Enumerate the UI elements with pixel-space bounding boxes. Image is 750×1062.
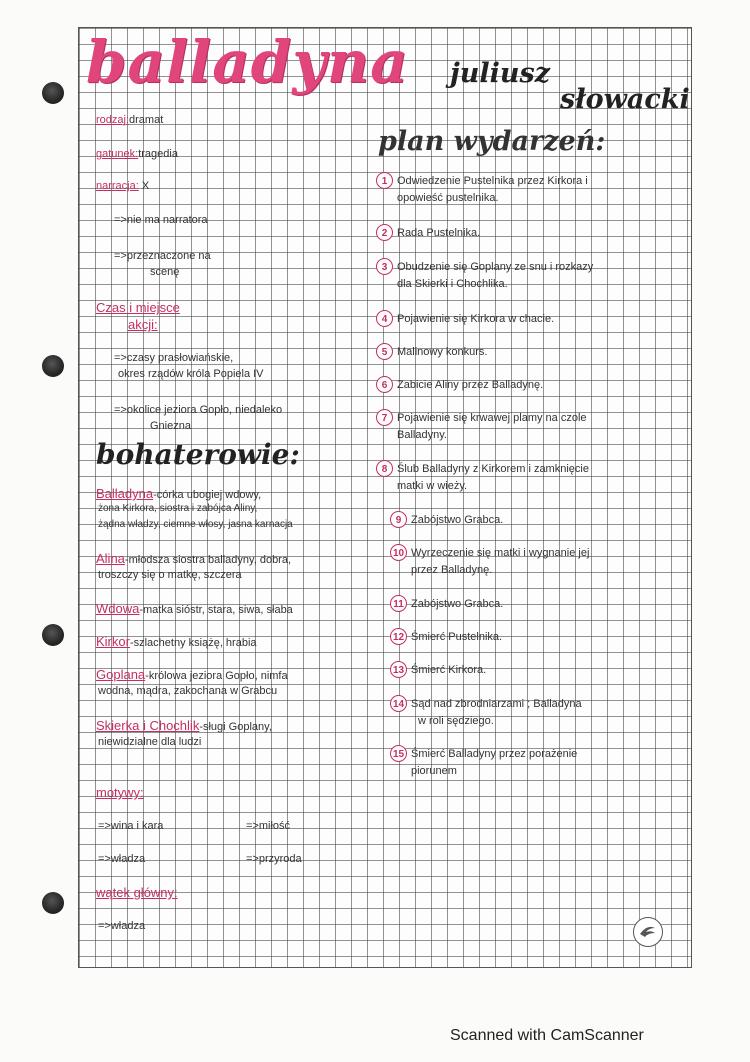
narracja-label: narracja: <box>96 180 139 192</box>
watek-label: wątek główny: <box>96 885 178 900</box>
character-desc: -sługi Goplany, <box>199 721 272 733</box>
character-entry <box>96 634 257 649</box>
gatunek-row <box>96 148 178 160</box>
rodzaj-value: dramat <box>129 114 164 126</box>
narracja-value: X <box>141 180 150 192</box>
character-entry <box>96 718 272 733</box>
character-desc: troszczy się o matkę, szczera <box>98 569 242 581</box>
czas-point: okres rządów króla Popiela IV <box>118 368 264 380</box>
narracja-row <box>96 180 149 192</box>
event-text: matki w wieży. <box>397 480 468 492</box>
event-text: Rada Pustelnika. <box>397 227 481 239</box>
author-last-name: słowacki <box>560 84 690 115</box>
camscanner-logo-icon-svg <box>634 918 661 945</box>
character-name: Skierka i Chochlik <box>96 718 200 733</box>
character-desc: niewidzialne dla ludzi <box>98 736 202 748</box>
event-text: w roli sędziego. <box>418 715 494 727</box>
character-desc: -matka sióstr, stara, siwa, słaba <box>139 604 293 616</box>
character-desc: -młodsza siostra balladyny, dobra, <box>124 554 292 566</box>
plan-title: plan wydarzeń: <box>378 126 606 157</box>
event-text: Śmierć Balladyny przez porażenie <box>411 748 578 760</box>
character-name: Balladyna <box>96 486 154 501</box>
narracja-point: =>przeznaczone na <box>114 250 211 262</box>
character-desc: -królowa jeziora Gopło, nimfa <box>145 670 288 682</box>
event-number: 7 <box>376 409 393 426</box>
motyw-item: =>miłość <box>246 820 291 832</box>
event-text: Wyrzeczenie się matki i wygnanie jej <box>411 547 590 559</box>
character-name: Wdowa <box>96 601 140 616</box>
scanner-footer: Scanned with CamScanner <box>450 1027 644 1044</box>
rodzaj-label: rodzaj: <box>96 114 130 126</box>
event-text: dla Skierki i Chochlika. <box>397 278 508 290</box>
event-number: 1 <box>376 172 393 189</box>
event-text: Śmierć Kirkora. <box>411 664 487 676</box>
event-text: Pojawienie się krwawej plamy na czole <box>397 412 587 424</box>
narracja-point: scenę <box>150 266 180 278</box>
event-text: Ślub Balladyny z Kirkorem i zamknięcie <box>397 463 589 475</box>
event-number: 8 <box>376 460 393 477</box>
event-number: 3 <box>376 258 393 275</box>
character-desc: -szlachetny książę, hrabia <box>129 637 257 649</box>
motyw-item: =>przyroda <box>246 853 302 865</box>
gatunek-value: tragedia <box>138 148 178 160</box>
event-text: Zabójstwo Grabca. <box>411 514 504 526</box>
event-text: Sąd nad zbrodniarzami ; Balladyna <box>411 698 582 710</box>
event-text: opowieść pustelnika. <box>397 192 499 204</box>
event-number: 15 <box>390 745 407 762</box>
bohaterowie-heading: bohaterowie: <box>96 438 300 471</box>
character-desc: -córka ubogiej wdowy, <box>153 489 262 501</box>
camscanner-logo-icon <box>633 917 663 947</box>
character-name: Kirkor <box>96 634 130 649</box>
event-text: Zabójstwo Grabca. <box>411 598 504 610</box>
page-title: balladyna <box>86 28 409 96</box>
rodzaj-row <box>96 114 163 126</box>
event-text: Odwiedzenie Pustelnika przez Kirkora i <box>397 175 588 187</box>
binder-hole <box>42 624 64 646</box>
motywy-label: motywy: <box>96 785 144 800</box>
event-number: 4 <box>376 310 393 327</box>
event-text: Śmierć Pustelnika. <box>411 631 503 643</box>
czas-label-2: akcji: <box>128 317 158 332</box>
event-number: 12 <box>390 628 407 645</box>
czas-point: =>czasy prasłowiańskie, <box>114 352 234 364</box>
binder-hole <box>42 355 64 377</box>
event-number: 14 <box>390 695 407 712</box>
event-text: piorunem <box>411 765 457 777</box>
event-number: 13 <box>390 661 407 678</box>
event-text: Zabicie Aliny przez Balladynę. <box>397 379 544 391</box>
event-number: 2 <box>376 224 393 241</box>
character-entry <box>96 667 288 682</box>
event-number: 6 <box>376 376 393 393</box>
motyw-item: =>władza <box>98 853 146 865</box>
event-number: 10 <box>390 544 407 561</box>
event-number: 5 <box>376 343 393 360</box>
czas-label: Czas i miejsce <box>96 300 180 315</box>
event-text: przez Balladynę. <box>411 564 493 576</box>
character-entry <box>96 486 261 501</box>
character-entry <box>96 601 293 616</box>
character-name: Goplana <box>96 667 146 682</box>
character-desc: wodna, mądra, zakochana w Grabcu <box>98 685 278 697</box>
event-text: Balladyny. <box>397 429 447 441</box>
event-text: Malinowy konkurs. <box>397 346 488 358</box>
event-text: Obudzenie się Goplany ze snu i rozkazy <box>397 261 594 273</box>
gatunek-label: gatunek: <box>96 148 139 160</box>
watek-item: =>władza <box>98 920 146 932</box>
miejsce-point: Gniezna <box>150 420 191 432</box>
motyw-item: =>wina i kara <box>98 820 164 832</box>
binder-hole <box>42 82 64 104</box>
narracja-point: =>nie ma narratora <box>114 214 208 226</box>
event-number: 9 <box>390 511 407 528</box>
character-entry <box>96 551 291 566</box>
character-desc: żądna władzy, ciemne włosy, jasna karnacja <box>98 519 293 530</box>
event-text: Pojawienie się Kirkora w chacie. <box>397 313 555 325</box>
binder-hole <box>42 892 64 914</box>
author-first-name: juliusz <box>450 58 551 89</box>
character-name: Alina <box>96 551 125 566</box>
character-desc: żona Kirkora, siostra i zabójca Aliny, <box>98 503 258 514</box>
miejsce-point: =>okolice jeziora Gopło, niedaleko <box>114 404 283 416</box>
event-number: 11 <box>390 595 407 612</box>
